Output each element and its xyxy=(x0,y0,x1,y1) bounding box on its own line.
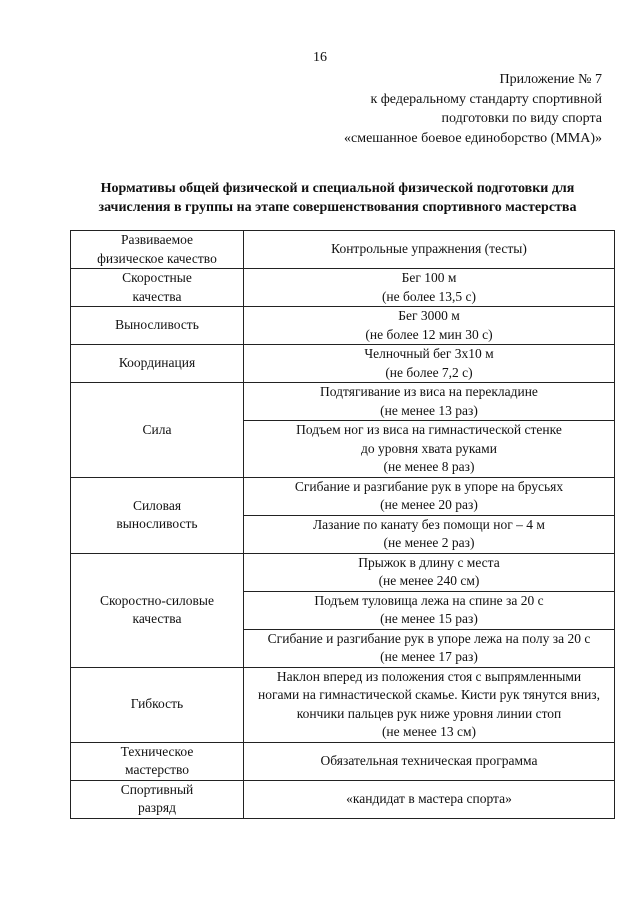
test-line: (не менее 20 раз) xyxy=(380,497,478,512)
test-line: (не менее 8 раз) xyxy=(383,459,475,474)
quality-line: Сила xyxy=(142,421,172,437)
quality-line: разряд xyxy=(138,800,176,815)
quality-line: Скоростные xyxy=(122,270,192,285)
page-number: 16 xyxy=(313,50,327,65)
test-cell xyxy=(244,629,615,667)
test-cell xyxy=(244,383,615,421)
quality-line: Гибкость xyxy=(130,696,184,712)
test-line: ногами на гимнастической скамье. Кисти рук тянутся вниз, xyxy=(257,687,601,702)
header-quality-line: Развиваемое xyxy=(120,232,194,247)
appendix-line: подготовки по виду спорта xyxy=(441,111,602,126)
quality-line: Силовая xyxy=(132,497,182,513)
quality-cell xyxy=(71,307,244,345)
test-line: (не более 12 мин 30 с) xyxy=(365,326,493,342)
table-row xyxy=(71,477,615,515)
quality-line: Спортивный xyxy=(120,781,194,797)
test-line: (не менее 2 раз) xyxy=(383,535,475,550)
table-row xyxy=(71,269,615,307)
quality-line: Выносливость xyxy=(115,317,199,333)
test-cell xyxy=(244,742,615,780)
table-row xyxy=(71,667,615,742)
test-cell xyxy=(244,667,615,742)
table-row xyxy=(71,383,615,421)
quality-cell xyxy=(71,553,244,667)
test-line: (не менее 13 раз) xyxy=(380,402,478,418)
test-cell xyxy=(244,269,615,307)
test-line: Наклон вперед из положения стоя с выпрямленными xyxy=(276,668,582,684)
appendix-line: Приложение № 7 xyxy=(499,72,602,87)
test-line: (не менее 240 см) xyxy=(378,573,480,588)
test-line: (не менее 13 см) xyxy=(381,724,477,739)
test-cell xyxy=(244,780,615,818)
appendix-line: «смешанное боевое единоборство (ММА)» xyxy=(344,130,602,146)
test-line: Лазание по канату без помощи ног – 4 м xyxy=(313,516,545,532)
test-line: Бег 3000 м xyxy=(398,308,460,323)
test-line: Сгибание и разгибание рук в упоре на брусьях xyxy=(294,478,564,494)
table-row xyxy=(71,742,615,780)
quality-cell xyxy=(71,269,244,307)
test-cell xyxy=(244,345,615,383)
quality-cell xyxy=(71,667,244,742)
test-line: Прыжок в длину с места xyxy=(358,554,500,570)
test-line: до уровня хвата руками xyxy=(361,440,497,456)
table-header-row xyxy=(71,231,615,269)
header-tests-cell xyxy=(244,231,615,269)
title-line: Нормативы общей физической и специальной физической подготовки для xyxy=(100,181,575,196)
quality-cell xyxy=(71,780,244,818)
header-quality-line: физическое качество xyxy=(97,250,217,266)
test-cell xyxy=(244,307,615,345)
quality-cell xyxy=(71,477,244,553)
quality-line: качества xyxy=(132,288,182,304)
test-line: Подъем ног из виса на гимнастической стенке xyxy=(296,422,562,437)
test-cell xyxy=(244,591,615,629)
test-line: Челночный бег 3x10 м xyxy=(364,346,494,361)
quality-line: Техническое xyxy=(120,743,194,759)
test-cell xyxy=(244,515,615,553)
table-row xyxy=(71,307,615,345)
test-cell xyxy=(244,477,615,515)
header-quality-cell xyxy=(71,231,244,269)
quality-line: Координация xyxy=(118,355,196,371)
quality-cell xyxy=(71,345,244,383)
standards-table xyxy=(70,230,615,819)
quality-line: качества xyxy=(132,611,182,626)
appendix-line: к федеральному стандарту спортивной xyxy=(370,91,602,107)
test-cell xyxy=(244,421,615,478)
appendix-reference xyxy=(344,70,602,148)
document-title xyxy=(60,179,615,217)
quality-line: мастерство xyxy=(125,762,189,777)
test-line: Обязательная техническая программа xyxy=(320,752,538,768)
test-line: (не менее 17 раз) xyxy=(380,649,478,664)
test-line: Подтягивание из виса на перекладине xyxy=(320,384,538,399)
test-line: Сгибание и разгибание рук в упоре лежа на полу за 20 с xyxy=(267,630,591,646)
quality-cell xyxy=(71,383,244,478)
test-line: «кандидат в мастера спорта» xyxy=(346,790,512,806)
quality-line: Скоростно-силовые xyxy=(100,592,214,608)
test-line: (не менее 15 раз) xyxy=(380,611,478,626)
table-row xyxy=(71,780,615,818)
table-row xyxy=(71,553,615,591)
quality-line: выносливость xyxy=(116,516,198,531)
test-line: (не более 7,2 с) xyxy=(385,364,473,380)
test-line: Подъем туловища лежа на спине за 20 с xyxy=(314,592,544,608)
test-cell xyxy=(244,553,615,591)
table-row xyxy=(71,345,615,383)
test-line: кончики пальцев рук ниже уровня линии стоп xyxy=(296,705,562,721)
title-line: зачисления в группы на этапе совершенствования спортивного мастерства xyxy=(98,200,577,215)
quality-cell xyxy=(71,742,244,780)
test-line: (не более 13,5 с) xyxy=(381,288,477,304)
header-tests-line: Контрольные упражнения (тесты) xyxy=(331,241,527,257)
test-line: Бег 100 м xyxy=(401,270,457,285)
